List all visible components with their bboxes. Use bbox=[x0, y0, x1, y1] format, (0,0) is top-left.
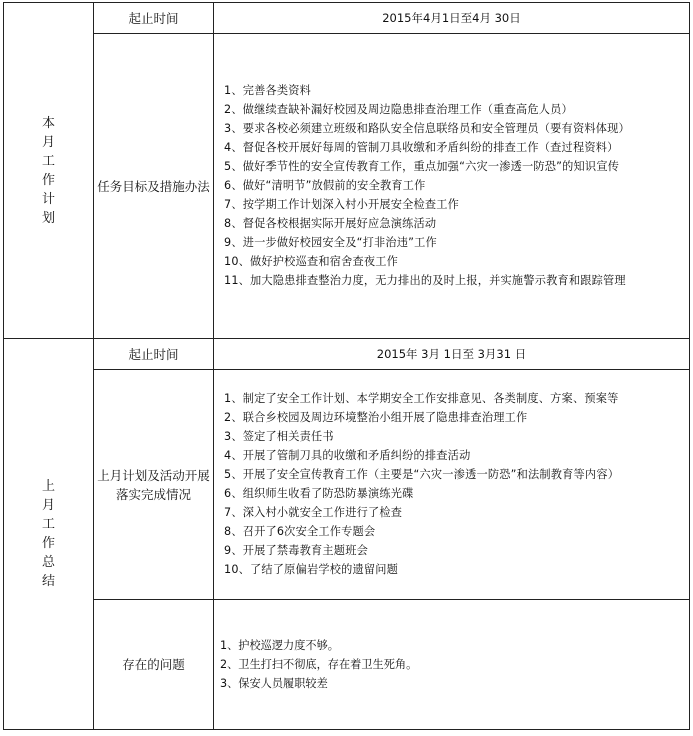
list-item: 9、进一步做好校园安全及“打非治违”工作 bbox=[224, 236, 437, 249]
list-item: 2、卫生打扫不彻底，存在着卫生死角。 bbox=[220, 658, 418, 671]
list-item: 10、做好护校巡查和宿舍查夜工作 bbox=[224, 255, 399, 268]
list-item: 3、签定了相关责任书 bbox=[224, 430, 334, 443]
completed-cell bbox=[214, 370, 690, 600]
period-value: 2015年 3月 1日至 3月31 日 bbox=[214, 339, 690, 370]
last-month-summary-label: 上 月 工 作 总 结 bbox=[4, 339, 94, 730]
list-item: 5、开展了安全宣传教育工作（主要是“六灾一渗透一防恐”和法制教育等内容） bbox=[224, 468, 620, 481]
period-header: 起止时间 bbox=[94, 339, 214, 370]
list-item: 2、做继续查缺补漏好校园及周边隐患排查治理工作（重查高危人员） bbox=[224, 103, 573, 116]
issues-header: 存在的问题 bbox=[94, 600, 214, 730]
list-item: 3、要求各校必须建立班级和路队安全信息联络员和安全管理员（要有资料体现） bbox=[224, 122, 630, 135]
tasks-cell bbox=[214, 34, 690, 339]
list-item: 8、督促各校根据实际开展好应急演练活动 bbox=[224, 217, 437, 230]
this-month-plan-label: 本 月 工 作 计 划 bbox=[4, 3, 94, 339]
completed-list bbox=[214, 387, 689, 582]
list-item: 3、保安人员履职较差 bbox=[220, 677, 328, 690]
list-item: 1、护校巡逻力度不够。 bbox=[220, 639, 339, 652]
list-item: 6、组织师生收看了防恐防暴演练光碟 bbox=[224, 487, 414, 500]
list-item: 5、做好季节性的安全宣传教育工作，重点加强“六灾一渗透一防恐”的知识宣传 bbox=[224, 160, 620, 173]
list-item: 1、完善各类资料 bbox=[224, 84, 312, 97]
list-item: 10、了结了原偏岩学校的遗留问题 bbox=[224, 563, 399, 576]
issues-cell bbox=[214, 600, 690, 730]
list-item: 4、督促各校开展好每周的管制刀具收缴和矛盾纠纷的排查工作（查过程资料） bbox=[224, 141, 619, 154]
list-item: 7、深入村小就安全工作进行了检查 bbox=[224, 506, 403, 519]
list-item: 9、开展了禁毒教育主题班会 bbox=[224, 544, 368, 557]
issues-list bbox=[214, 636, 689, 693]
list-item: 7、按学期工作计划深入村小开展安全检查工作 bbox=[224, 198, 460, 211]
list-item: 2、联合乡校园及周边环境整治小组开展了隐患排查治理工作 bbox=[224, 411, 528, 424]
list-item: 6、做好“清明节”放假前的安全教育工作 bbox=[224, 179, 426, 192]
tasks-list bbox=[214, 79, 689, 293]
list-item: 8、召开了6次安全工作专题会 bbox=[224, 525, 376, 538]
list-item: 11、加大隐患排查整治力度，无力排出的及时上报，并实施警示教育和跟踪管理 bbox=[224, 274, 626, 287]
list-item: 4、开展了管制刀具的收缴和矛盾纠纷的排查活动 bbox=[224, 449, 471, 462]
period-value: 2015年4月1日至4月 30日 bbox=[214, 3, 690, 34]
work-plan-table bbox=[3, 2, 690, 730]
list-item: 1、制定了安全工作计划、本学期安全工作安排意见、各类制度、方案、预案等 bbox=[224, 392, 619, 405]
tasks-header: 任务目标及措施办法 bbox=[94, 34, 214, 339]
period-header: 起止时间 bbox=[94, 3, 214, 34]
completed-header: 上月计划及活动开展落实完成情况 bbox=[94, 370, 214, 600]
